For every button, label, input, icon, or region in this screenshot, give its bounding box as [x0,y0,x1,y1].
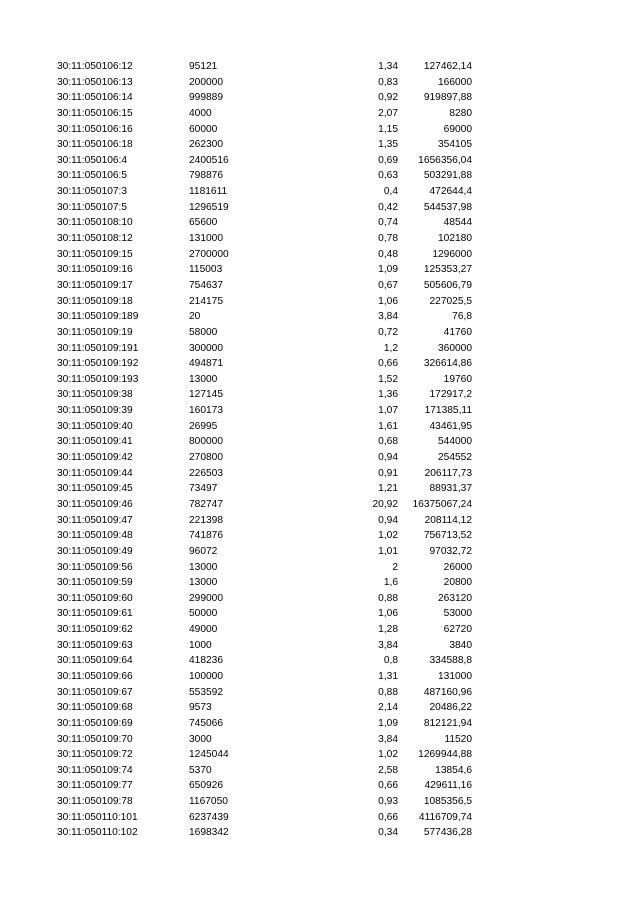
coefficient-cell: 0,88 [378,592,398,604]
value-cell: 172917,2 [429,389,472,401]
value-cell: 16375067,24 [412,498,472,510]
cadastral-number-cell: 30:11:050109:66 [57,670,133,682]
table-row [0,685,640,701]
value-cell: 208114,12 [424,514,472,526]
table-row [0,700,640,716]
cadastral-number-cell: 30:11:050109:15 [57,248,133,260]
coefficient-cell: 2 [392,561,398,573]
table-row [0,184,640,200]
table-row [0,122,640,138]
area-cell: 262300 [189,139,223,151]
coefficient-cell: 3,84 [378,311,398,323]
table-row [0,106,640,122]
value-cell: 41760 [443,326,472,338]
coefficient-cell: 1,09 [378,717,398,729]
coefficient-cell: 2,14 [378,702,398,714]
area-cell: 754637 [189,279,223,291]
area-cell: 999889 [189,92,223,104]
table-row [0,231,640,247]
value-cell: 334588,8 [429,655,472,667]
value-cell: 227025,5 [429,295,472,307]
area-cell: 650926 [189,780,223,792]
coefficient-cell: 1,02 [378,530,398,542]
cadastral-number-cell: 30:11:050106:13 [57,76,133,88]
area-cell: 798876 [189,170,223,182]
coefficient-cell: 0,92 [378,92,398,104]
cadastral-number-cell: 30:11:050106:14 [57,92,133,104]
coefficient-cell: 2,58 [378,764,398,776]
table-row [0,575,640,591]
coefficient-cell: 0,91 [378,467,398,479]
value-cell: 166000 [438,76,472,88]
cadastral-number-cell: 30:11:050109:78 [57,796,133,808]
cadastral-number-cell: 30:11:050109:44 [57,467,133,479]
table-row [0,59,640,75]
value-cell: 503291,88 [423,170,472,182]
cadastral-number-cell: 30:11:050109:67 [57,686,133,698]
value-cell: 429611,16 [424,780,472,792]
area-cell: 226503 [189,467,223,479]
area-cell: 299000 [189,592,223,604]
value-cell: 326614,86 [423,358,472,370]
table-row [0,356,640,372]
table-row [0,168,640,184]
table-row [0,732,640,748]
coefficient-cell: 1,2 [383,342,398,354]
area-cell: 13000 [189,561,218,573]
cadastral-number-cell: 30:11:050109:16 [57,264,133,276]
cadastral-number-cell: 30:11:050109:49 [57,545,133,557]
area-cell: 13000 [189,577,218,589]
coefficient-cell: 0,83 [378,76,398,88]
cadastral-number-cell: 30:11:050109:42 [57,452,133,464]
area-cell: 3000 [189,733,212,745]
cadastral-number-cell: 30:11:050110:102 [57,827,138,839]
coefficient-cell: 1,21 [378,483,398,495]
value-cell: 263120 [438,592,472,604]
table-row [0,215,640,231]
value-cell: 48544 [443,217,472,229]
cadastral-number-cell: 30:11:050109:47 [57,514,133,526]
table-row [0,372,640,388]
table-row [0,387,640,403]
value-cell: 360000 [438,342,472,354]
table-row [0,544,640,560]
value-cell: 472644,4 [429,186,472,198]
area-cell: 9573 [189,702,212,714]
coefficient-cell: 1,34 [378,61,398,72]
area-cell: 1698342 [189,827,229,839]
table-row [0,778,640,794]
value-cell: 544537,98 [423,201,472,213]
coefficient-cell: 0,63 [378,170,398,182]
value-cell: 919897,88 [423,92,472,104]
table-row [0,309,640,325]
area-cell: 2700000 [189,248,229,260]
coefficient-cell: 0,94 [378,514,398,526]
cadastral-number-cell: 30:11:050109:193 [57,373,139,385]
area-cell: 73497 [189,483,218,495]
cadastral-number-cell: 30:11:050106:5 [57,170,128,182]
coefficient-cell: 0,78 [378,233,398,245]
cadastral-number-cell: 30:11:050109:191 [57,342,139,354]
value-cell: 125353,27 [423,264,472,276]
coefficient-cell: 0,42 [378,201,398,213]
value-cell: 577436,28 [423,827,472,839]
cadastral-number-cell: 30:11:050109:63 [57,639,133,651]
area-cell: 115003 [189,264,223,276]
value-cell: 505606,79 [423,279,472,291]
value-cell: 19760 [443,373,472,385]
value-cell: 206117,73 [424,467,472,479]
coefficient-cell: 1,02 [378,749,398,761]
cadastral-number-cell: 30:11:050106:15 [57,107,133,119]
value-cell: 254552 [438,452,472,464]
cadastral-number-cell: 30:11:050107:5 [57,201,128,213]
cadastral-number-cell: 30:11:050109:61 [57,608,133,620]
coefficient-cell: 1,31 [378,670,398,682]
value-cell: 3840 [449,639,472,651]
area-cell: 1000 [189,639,212,651]
coefficient-cell: 2,07 [378,107,398,119]
value-cell: 8280 [449,107,472,119]
spreadsheet-table [0,59,640,841]
table-row [0,200,640,216]
table-row [0,497,640,513]
area-cell: 5370 [189,764,212,776]
cadastral-number-cell: 30:11:050109:70 [57,733,133,745]
coefficient-cell: 0,68 [378,436,398,448]
area-cell: 214175 [189,295,223,307]
coefficient-cell: 0,93 [378,796,398,808]
area-cell: 20 [189,311,201,323]
cadastral-number-cell: 30:11:050109:45 [57,483,133,495]
coefficient-cell: 1,61 [378,420,398,432]
cadastral-number-cell: 30:11:050109:59 [57,577,133,589]
value-cell: 69000 [443,123,472,135]
coefficient-cell: 1,09 [378,264,398,276]
area-cell: 60000 [189,123,218,135]
coefficient-cell: 3,84 [378,733,398,745]
area-cell: 741876 [189,530,223,542]
cadastral-number-cell: 30:11:050106:18 [57,139,133,151]
table-row [0,434,640,450]
table-row [0,137,640,153]
coefficient-cell: 1,35 [378,139,398,151]
value-cell: 53000 [443,608,472,620]
area-cell: 58000 [189,326,218,338]
coefficient-cell: 0,67 [378,279,398,291]
cadastral-number-cell: 30:11:050109:48 [57,530,133,542]
value-cell: 43461,95 [429,420,472,432]
value-cell: 131000 [438,670,472,682]
coefficient-cell: 1,15 [378,123,398,135]
table-row [0,278,640,294]
cadastral-number-cell: 30:11:050109:64 [57,655,133,667]
table-row [0,638,640,654]
area-cell: 2400516 [189,154,229,166]
area-cell: 100000 [189,670,223,682]
value-cell: 487160,96 [423,686,472,698]
area-cell: 50000 [189,608,218,620]
coefficient-cell: 1,6 [383,577,398,589]
table-row [0,419,640,435]
cadastral-number-cell: 30:11:050106:12 [57,61,133,72]
area-cell: 1245044 [189,749,229,761]
area-cell: 418236 [189,655,223,667]
table-row [0,341,640,357]
table-row [0,622,640,638]
cadastral-number-cell: 30:11:050109:19 [57,326,133,338]
value-cell: 1269944,88 [418,749,472,761]
cadastral-number-cell: 30:11:050110:101 [57,811,138,823]
table-row [0,450,640,466]
value-cell: 127462,14 [423,61,472,72]
value-cell: 4116709,74 [418,811,472,823]
coefficient-cell: 0,94 [378,452,398,464]
table-row [0,247,640,263]
cadastral-number-cell: 30:11:050109:39 [57,405,133,417]
coefficient-cell: 0,8 [383,655,398,667]
table-row [0,75,640,91]
cadastral-number-cell: 30:11:050109:17 [57,279,133,291]
coefficient-cell: 0,69 [378,154,398,166]
area-cell: 800000 [189,436,223,448]
cadastral-number-cell: 30:11:050109:62 [57,624,133,636]
value-cell: 171385,11 [424,405,472,417]
value-cell: 20800 [443,577,472,589]
value-cell: 11520 [444,733,472,745]
coefficient-cell: 0,88 [378,686,398,698]
area-cell: 13000 [189,373,218,385]
cadastral-number-cell: 30:11:050109:69 [57,717,133,729]
area-cell: 95121 [189,61,218,72]
coefficient-cell: 1,36 [378,389,398,401]
table-row [0,825,640,841]
cadastral-number-cell: 30:11:050107:3 [57,186,128,198]
table-row [0,153,640,169]
value-cell: 1656356,04 [418,154,472,166]
cadastral-number-cell: 30:11:050109:60 [57,592,133,604]
table-row [0,513,640,529]
area-cell: 1296519 [189,201,229,213]
coefficient-cell: 0,72 [378,326,398,338]
area-cell: 782747 [189,498,223,510]
table-row [0,653,640,669]
area-cell: 270800 [189,452,223,464]
cadastral-number-cell: 30:11:050108:12 [57,233,133,245]
area-cell: 553592 [189,686,223,698]
cadastral-number-cell: 30:11:050108:10 [57,217,133,229]
table-row [0,747,640,763]
value-cell: 88931,37 [429,483,472,495]
coefficient-cell: 1,06 [378,295,398,307]
table-row [0,403,640,419]
table-row [0,90,640,106]
cadastral-number-cell: 30:11:050109:40 [57,420,133,432]
cadastral-number-cell: 30:11:050109:189 [57,311,139,323]
cadastral-number-cell: 30:11:050109:46 [57,498,133,510]
value-cell: 354105 [438,139,472,151]
table-row [0,716,640,732]
coefficient-cell: 0,66 [378,358,398,370]
coefficient-cell: 0,66 [378,811,398,823]
coefficient-cell: 0,34 [378,827,398,839]
value-cell: 76,8 [452,311,472,323]
area-cell: 300000 [189,342,223,354]
table-row [0,591,640,607]
coefficient-cell: 0,48 [378,248,398,260]
cadastral-number-cell: 30:11:050109:18 [57,295,133,307]
value-cell: 97032,72 [429,545,472,557]
coefficient-cell: 1,01 [378,545,398,557]
cadastral-number-cell: 30:11:050109:41 [57,436,133,448]
coefficient-cell: 1,06 [378,608,398,620]
coefficient-cell: 3,84 [378,639,398,651]
table-row [0,606,640,622]
value-cell: 1085356,5 [423,796,472,808]
value-cell: 102180 [438,233,472,245]
cadastral-number-cell: 30:11:050109:77 [57,780,133,792]
coefficient-cell: 20,92 [372,498,398,510]
coefficient-cell: 0,4 [383,186,398,198]
table-row [0,794,640,810]
value-cell: 1296000 [432,248,472,260]
table-row [0,325,640,341]
value-cell: 13854,6 [435,764,472,776]
area-cell: 96072 [189,545,218,557]
table-row [0,262,640,278]
area-cell: 494871 [189,358,223,370]
table-row [0,763,640,779]
area-cell: 65600 [189,217,218,229]
coefficient-cell: 0,74 [378,217,398,229]
table-row [0,466,640,482]
cadastral-number-cell: 30:11:050106:16 [57,123,133,135]
cadastral-number-cell: 30:11:050109:38 [57,389,133,401]
area-cell: 131000 [189,233,223,245]
table-row [0,560,640,576]
area-cell: 49000 [189,624,218,636]
value-cell: 756713,52 [423,530,472,542]
table-row [0,294,640,310]
value-cell: 26000 [443,561,472,573]
area-cell: 221398 [189,514,223,526]
area-cell: 160173 [189,405,223,417]
table-row [0,481,640,497]
value-cell: 812121,94 [423,717,472,729]
coefficient-cell: 1,28 [378,624,398,636]
area-cell: 745066 [189,717,223,729]
table-row [0,528,640,544]
cadastral-number-cell: 30:11:050109:56 [57,561,133,573]
coefficient-cell: 1,07 [378,405,398,417]
area-cell: 4000 [189,107,212,119]
area-cell: 1167050 [189,796,228,808]
cadastral-number-cell: 30:11:050106:4 [57,154,128,166]
cadastral-number-cell: 30:11:050109:68 [57,702,133,714]
area-cell: 127145 [189,389,223,401]
value-cell: 20486,22 [429,702,472,714]
cadastral-number-cell: 30:11:050109:74 [57,764,133,776]
area-cell: 200000 [189,76,223,88]
cadastral-number-cell: 30:11:050109:72 [57,749,133,761]
coefficient-cell: 0,66 [378,780,398,792]
value-cell: 62720 [443,624,472,636]
cadastral-number-cell: 30:11:050109:192 [57,358,139,370]
value-cell: 544000 [438,436,472,448]
coefficient-cell: 1,52 [378,373,398,385]
area-cell: 6237439 [189,811,229,823]
table-row [0,810,640,826]
table-row [0,669,640,685]
area-cell: 1181611 [189,186,228,198]
area-cell: 26995 [189,420,218,432]
